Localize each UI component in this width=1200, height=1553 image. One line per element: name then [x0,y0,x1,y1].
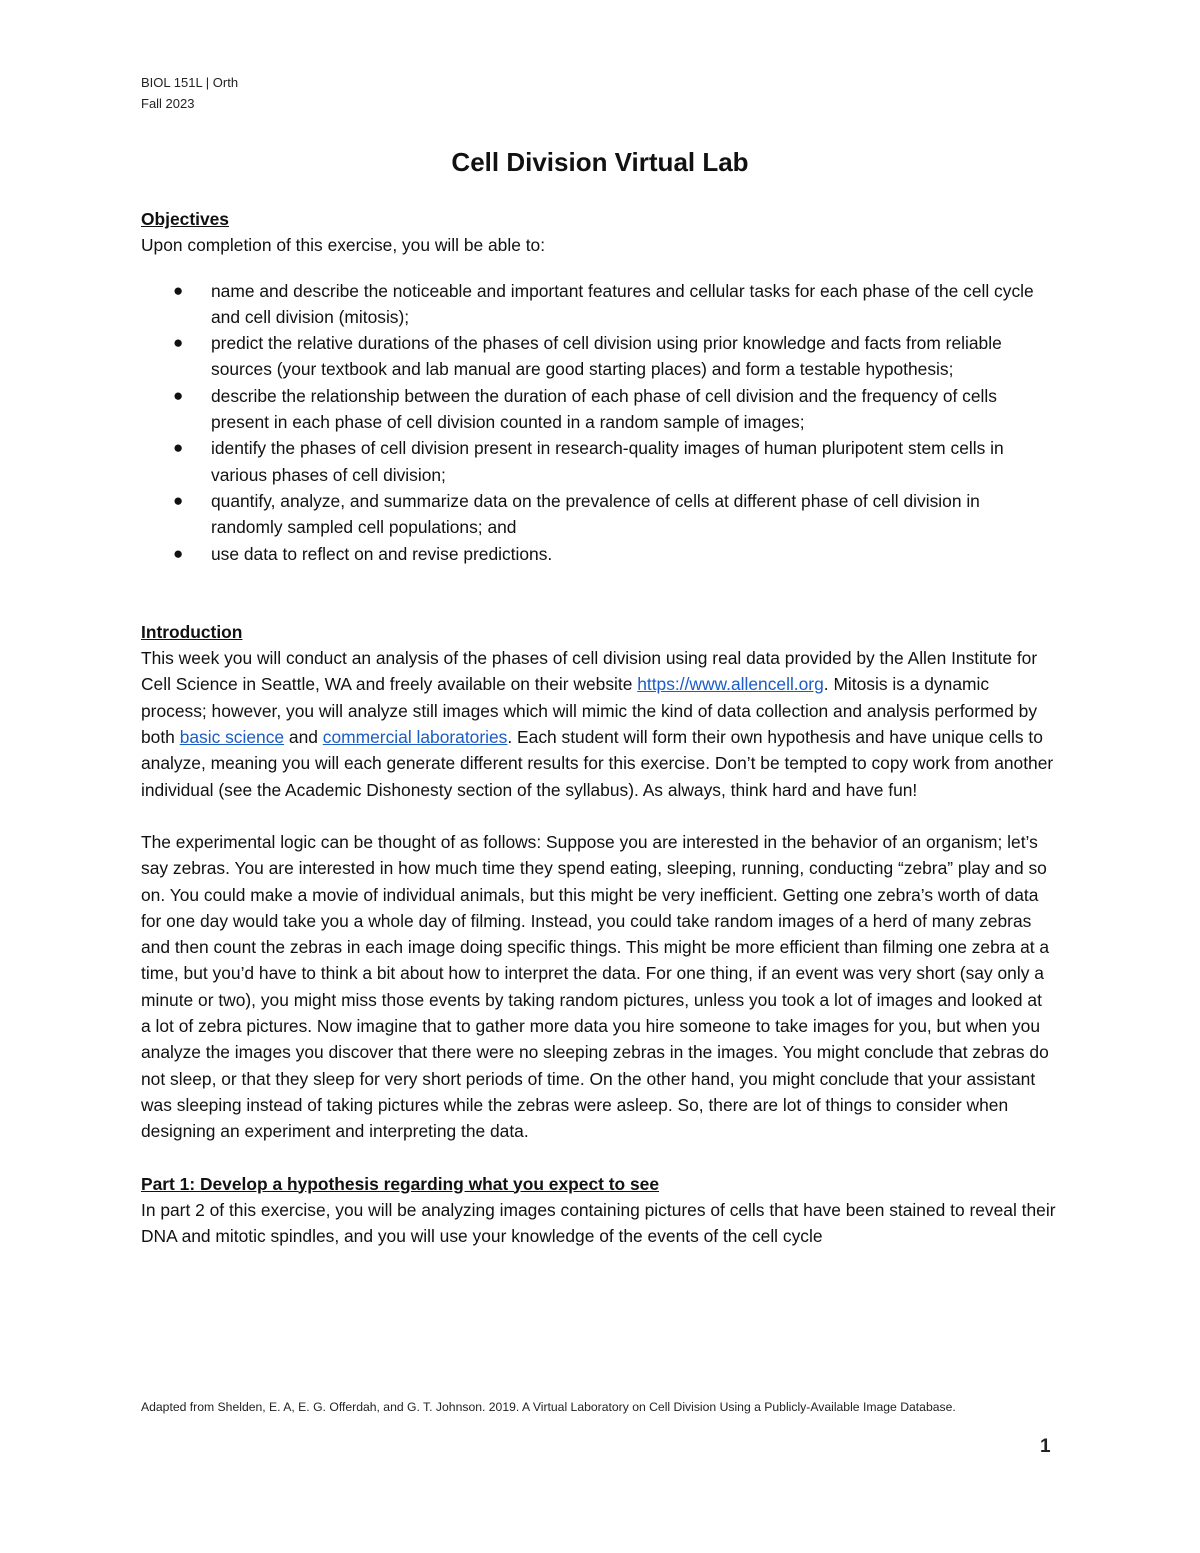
list-item: ● quantify, analyze, and summarize data on the prevalence of cells at different phase of cell division in randomly sampled cell populations; and [141,488,1056,541]
list-item: ● use data to reflect on and revise predictions. [141,541,1056,567]
footer-citation: Adapted from Shelden, E. A, E. G. Offerdah, and G. T. Johnson. 2019. A Virtual Laboratory on Cell Division Using a Publicly-Available Image Database. [141,1400,956,1414]
page-number: 1 [1040,1436,1051,1457]
bullet-icon: ● [173,280,184,300]
course-label: BIOL 151L | Orth [141,75,239,90]
objectives-list [141,278,1056,567]
part1-paragraph: In part 2 of this exercise, you will be analyzing images containing pictures of cells that have been stained to reveal their DNA and mitotic spindles, and you will use your knowledge of the events of the cell cycle [141,1199,1056,1247]
document-body [141,206,1056,1249]
bullet-icon: ● [173,543,184,563]
list-item: ● describe the relationship between the duration of each phase of cell division and the frequency of cells present in each phase of cell division counted in a random sample of images; [141,383,1056,436]
term-label: Fall 2023 [141,96,195,111]
introduction-heading: Introduction [141,621,243,642]
bullet-icon: ● [173,438,184,458]
list-item: ● identify the phases of cell division present in research-quality images of human pluripotent stem cells in various phases of cell division; [141,435,1056,488]
list-item: ● predict the relative durations of the phases of cell division using prior knowledge and facts from reliable sources (your textbook and lab manual are good starting places) and form a testable hypothesis; [141,330,1056,383]
objectives-lead: Upon completion of this exercise, you will be able to: [141,235,546,256]
commercial-laboratories-link[interactable]: commercial laboratories [322,727,508,748]
basic-science-link[interactable]: basic science [179,727,285,748]
allencell-link[interactable]: https://www.allencell.org [637,674,824,695]
page-title: Cell Division Virtual Lab [451,147,749,177]
bullet-icon: ● [173,490,184,510]
bullet-icon: ● [173,385,184,405]
list-item: ● name and describe the noticeable and important features and cellular tasks for each phase of the cell cycle and cell division (mitosis); [141,278,1056,331]
objectives-heading: Objectives [141,209,229,229]
bullet-icon: ● [173,333,184,353]
introduction-paragraph-2: The experimental logic can be thought of as follows: Suppose you are interested in the behavior of an organism; let’s say zebras. You are interested in how much time they spend eating, sleeping, running, conducting “zebra” play and so on. You could make a movie of individual animals, but this might be very inefficient. Getting one zebra’s worth of data for one day would take you a whole day of filming. Instead, you could take random images of a herd of many zebras and then count the zebras in each image doing specific things. This might be more efficient than filming one zebra at a time, but you’d have to think a bit about how to interpret the data. For one thing, if an event was very short (say only a minute or two), you might miss those events by taking random pictures, unless you took a lot of images and looked at a lot of zebra pictures. Now imagine that to gather more data you hire someone to take images for you, but when you analyze the images you discover that there were no sleeping zebras in the images. You might conclude that zebras do not sleep, or that they sleep for very short periods of time. On the other hand, you might conclude that your assistant was sleeping instead of taking pictures while the zebras were asleep. So, there are lot of things to consider when designing an experiment and interpreting the data. [141,831,1050,1142]
introduction-paragraph-1: This week you will conduct an analysis of the phases of cell division using real data provided by the Allen Institute for Cell Science in Seattle, WA and freely available on their website https://www.allencell.org. Mitosis is a dynamic process; however, you will analyze still images which will mimic the kind of data collection and analysis performed by both basic science and commercial laboratories. Each student will form their own hypothesis and have unique cells to analyze, meaning you will each generate different results for this exercise. Don’t be tempted to copy work from another individual (see the Academic Dishonesty section of the syllabus). As always, think hard and have fun! [141,648,1054,800]
page-header [141,72,238,114]
part1-heading: Part 1: Develop a hypothesis regarding what you expect to see [141,1173,659,1194]
